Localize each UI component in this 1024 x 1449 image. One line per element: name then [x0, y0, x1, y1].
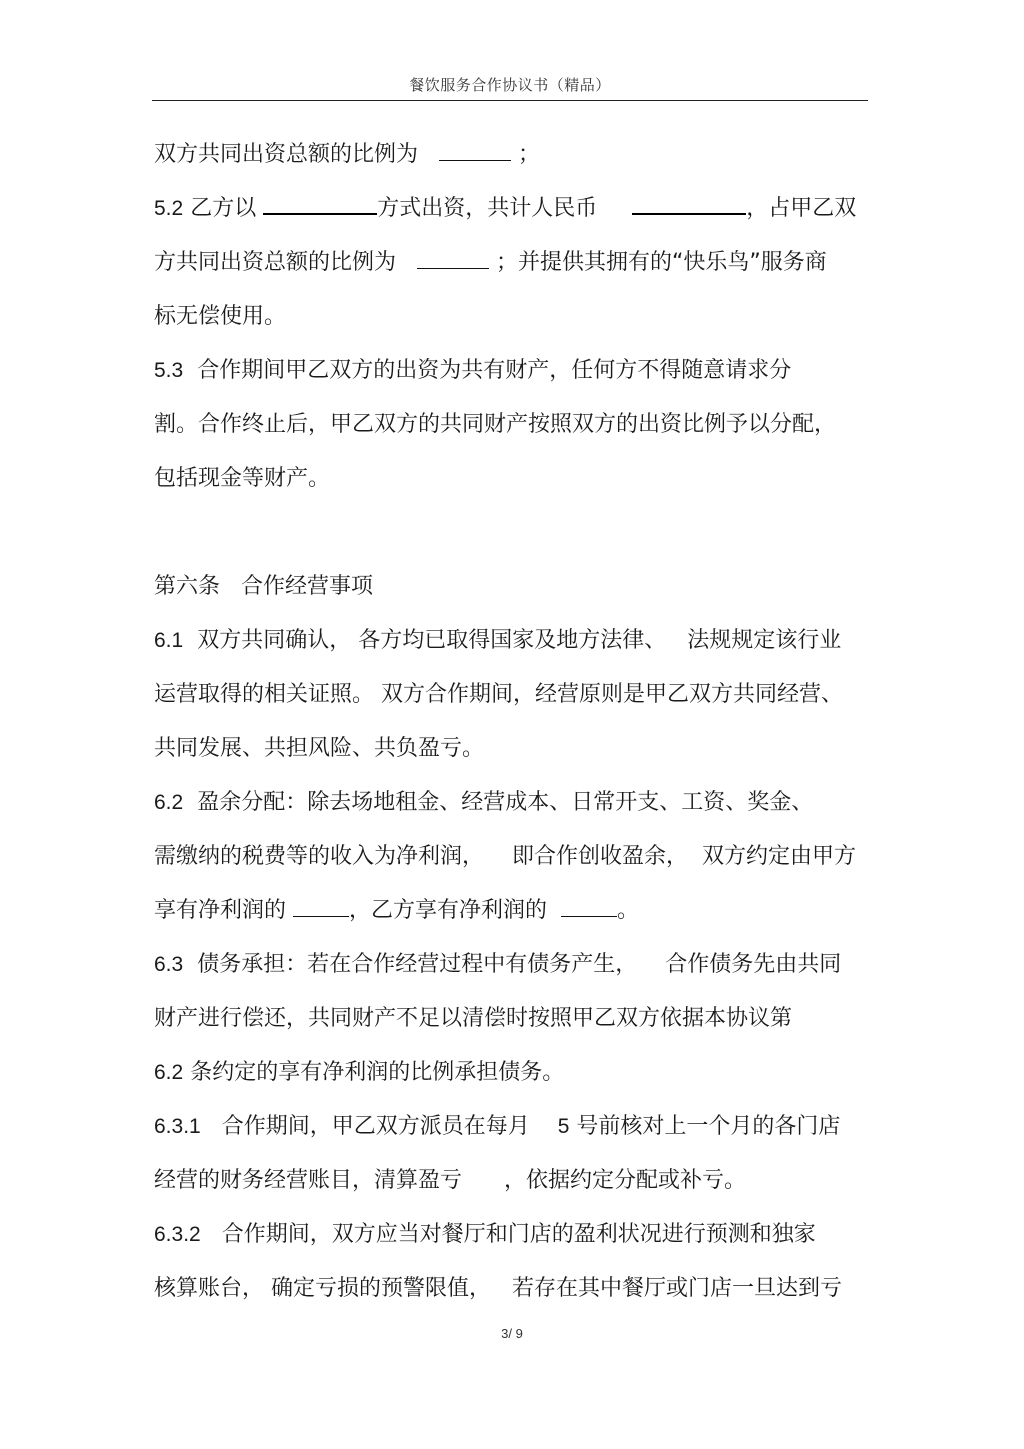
- clause-6-3-1: [154, 1100, 868, 1154]
- text-span: 合作债务先由共同: [665, 952, 842, 977]
- text-span: ，乙方享有净利润的: [349, 898, 548, 923]
- text-line: [154, 830, 868, 884]
- text-line: [154, 884, 868, 938]
- day-number: 5: [557, 1115, 570, 1138]
- clause-5-2: [154, 182, 868, 236]
- fill-in-blank: [439, 138, 511, 161]
- clause-6-3: [154, 938, 868, 992]
- fill-in-blank: [632, 191, 746, 215]
- text-span: 需缴纳的税费等的收入为净利润，: [154, 844, 485, 869]
- paragraph-gap: [154, 506, 868, 560]
- text-span: 合作期间甲乙双方的出资为共有财产，任何方不得随意请求分: [197, 358, 792, 383]
- clause-number: 6.1: [154, 629, 184, 652]
- text-span: 合作期间，甲乙双方派员在每月: [221, 1114, 530, 1139]
- text-span: 债务承担：若在合作经营过程中有债务产生，: [197, 952, 638, 977]
- text-span: ，依据约定分配或补亏。: [503, 1168, 746, 1193]
- text-line: 标无偿使用。: [154, 304, 287, 329]
- fill-in-blank: [417, 246, 489, 269]
- clause-6-2: [154, 776, 868, 830]
- fill-in-blank: [293, 894, 349, 917]
- header-rule: [152, 100, 868, 101]
- text-line: 割。合作终止后，甲乙双方的共同财产按照双方的出资比例予以分配，: [154, 412, 837, 437]
- text-line: [154, 236, 868, 290]
- clause-reference: 6.2: [154, 1061, 184, 1084]
- document-body: [154, 128, 868, 1316]
- text-span: ；: [518, 142, 541, 167]
- text-span: 经营的财务经营账目，清算盈亏: [154, 1168, 463, 1193]
- clause-number: 6.3.1: [154, 1115, 201, 1138]
- clause-6-1: [154, 614, 868, 668]
- running-header: 餐饮服务合作协议书（精品）: [409, 76, 611, 94]
- text-span: 条约定的享有净利润的比例承担债务。: [190, 1060, 565, 1085]
- text-line: 共同发展、共担风险、共负盈亏。: [154, 736, 485, 761]
- text-span: 确定亏损的预警限值，: [271, 1276, 492, 1301]
- fill-in-blank: [263, 191, 377, 215]
- text-span: 核算账台，: [154, 1276, 265, 1301]
- text-line: [154, 128, 868, 182]
- text-span: 合作期间，双方应当对餐厅和门店的盈利状况进行预测和独家: [221, 1222, 816, 1247]
- text-span: 方共同出资总额的比例为: [154, 250, 397, 275]
- text-span: ；并提供其拥有的“快乐鸟”服务商: [496, 250, 827, 275]
- article-heading: [154, 560, 868, 614]
- clause-5-3: [154, 344, 868, 398]
- text-span: 若存在其中餐厅或门店一旦达到亏: [512, 1276, 843, 1301]
- text-span: 。: [617, 898, 640, 923]
- text-span: 运营取得的相关证照。: [154, 682, 375, 707]
- text-span: 双方合作期间，经营原则是甲乙双方共同经营、: [381, 682, 844, 707]
- text-span: 方式出资，共计人民币: [377, 196, 598, 221]
- text-span: 各方均已取得国家及地方法律、: [358, 628, 667, 653]
- fill-in-blank: [561, 894, 617, 917]
- article-number: 第六条: [154, 574, 221, 599]
- clause-6-3-2: [154, 1208, 868, 1262]
- text-span: 法规规定该行业: [687, 628, 842, 653]
- text-line: [154, 668, 868, 722]
- text-line: [154, 1046, 868, 1100]
- text-span: 享有净利润的: [154, 898, 287, 923]
- clause-number: 5.2: [154, 197, 184, 220]
- text-span: ，占甲乙双: [746, 196, 857, 221]
- page-number: 3/ 9: [501, 1326, 523, 1341]
- clause-number: 5.3: [154, 359, 184, 382]
- text-line: 财产进行偿还，共同财产不足以清偿时按照甲乙双方依据本协议第: [154, 1006, 793, 1031]
- text-line: [154, 1262, 868, 1316]
- text-span: 双方约定由甲方: [702, 844, 857, 869]
- article-title: 合作经营事项: [241, 574, 374, 599]
- text-line: [154, 1154, 868, 1208]
- text-span: 乙方以: [190, 196, 257, 221]
- text-span: 双方共同确认，: [197, 628, 352, 653]
- clause-number: 6.3: [154, 953, 184, 976]
- text-span: 即合作创收盈余，: [512, 844, 689, 869]
- clause-number: 6.3.2: [154, 1223, 201, 1246]
- text-line: 包括现金等财产。: [154, 466, 331, 491]
- text-span: 盈余分配：除去场地租金、经营成本、日常开支、工资、奖金、: [197, 790, 814, 815]
- text-span: 号前核对上一个月的各门店: [576, 1114, 841, 1139]
- clause-number: 6.2: [154, 791, 184, 814]
- text-span: 双方共同出资总额的比例为: [154, 142, 419, 167]
